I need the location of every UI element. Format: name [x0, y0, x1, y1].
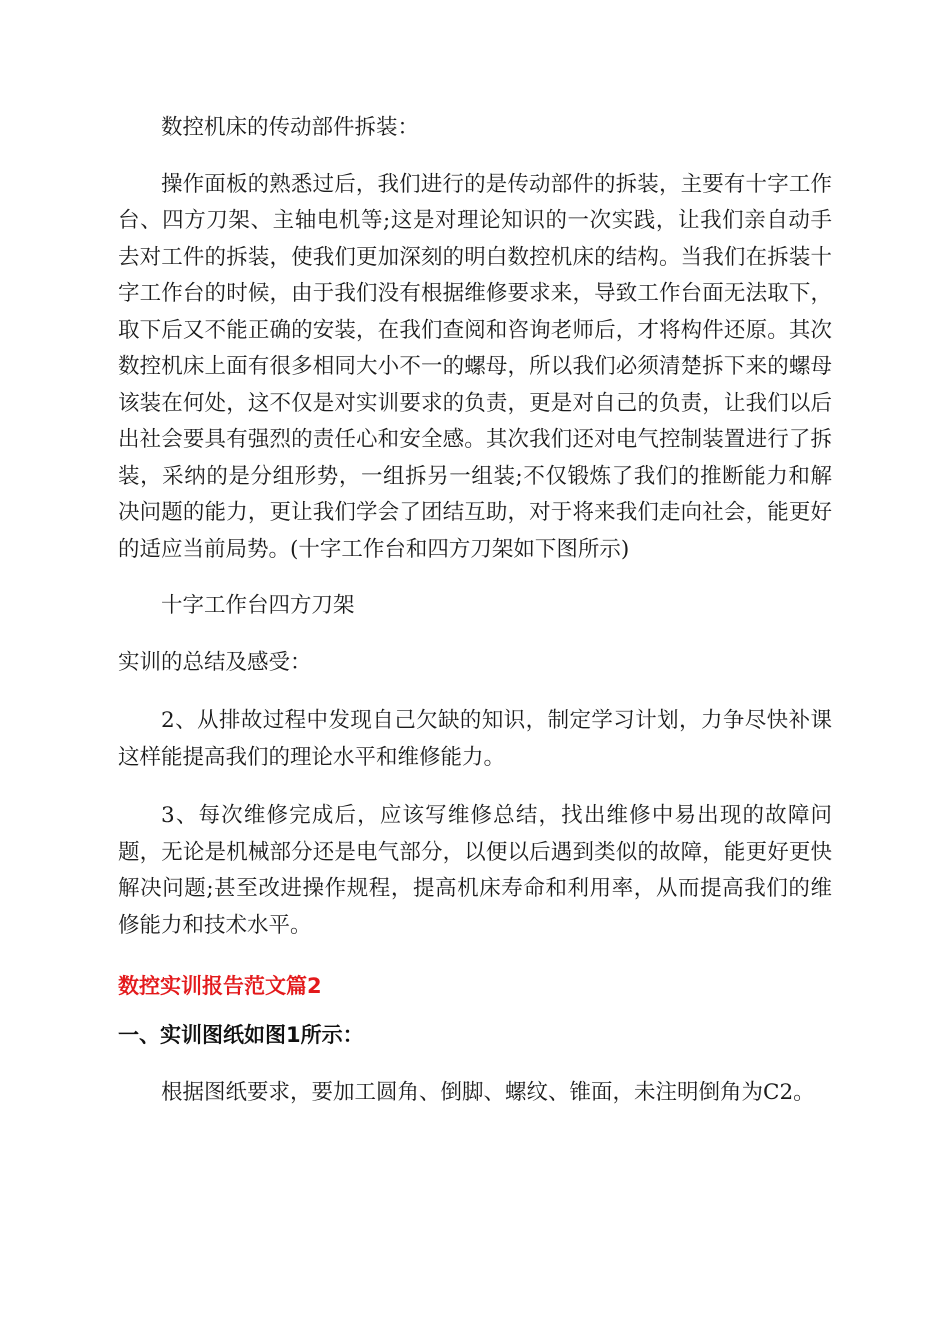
- section-title-drive-parts: 数控机床的传动部件拆装：: [161, 115, 420, 140]
- paragraph-drive-parts-body: 操作面板的熟悉过后，我们进行的是传动部件的拆装，主要有十字工作台、四方刀架、主轴电机等;这是对理论知识的一次实践，让我们亲自动手去对工件的拆装，使我们更加深刻的明白数控机床的结构。当我们在拆装十字工作台的时候，由于我们没有根据维修要求来，导致工作台面无法取下，取下后又不能正确的安装，在我们查阅和咨询老师后，才将构件还原。其次数控机床上面有很多相同大小不一的螺母，所以我们必须清楚拆下来的螺母该装在何处，这不仅是对实训要求的负责，更是对自己的负责，让我们以后出社会要具有强烈的责任心和安全感。其次我们还对电气控制装置进行了拆装，采纳的是分组形势，一组拆另一组装;不仅锻炼了我们的推断能力和解决问题的能力，更让我们学会了团结互助，对于将来我们走向社会，能更好的适应当前局势。(十字工作台和四方刀架如下图所示): [118, 171, 832, 562]
- article-heading: 数控实训报告范文篇2: [118, 974, 322, 998]
- paragraph-summary-item-2: 2、从排故过程中发现自己欠缺的知识，制定学习计划，力争尽快补课这样能提高我们的理论水平和维修能力。: [118, 708, 832, 770]
- paragraph-summary-item-3: 3、每次维修完成后，应该写维修总结，找出维修中易出现的故障问题，无论是机械部分还是电气部分，以便以后遇到类似的故障，能更好更快解决问题;甚至改进操作规程，提高机床寿命和利用率，从而提高我们的维修能力和技术水平。: [118, 803, 832, 938]
- paragraph-drawing-requirements: 根据图纸要求，要加工圆角、倒脚、螺纹、锥面，未注明倒角为C2。: [161, 1080, 815, 1105]
- section-heading-drawing: 一、实训图纸如图1所示：: [118, 1022, 364, 1047]
- section-title-summary: 实训的总结及感受：: [118, 649, 312, 675]
- figure-caption: 十字工作台四方刀架: [161, 593, 355, 618]
